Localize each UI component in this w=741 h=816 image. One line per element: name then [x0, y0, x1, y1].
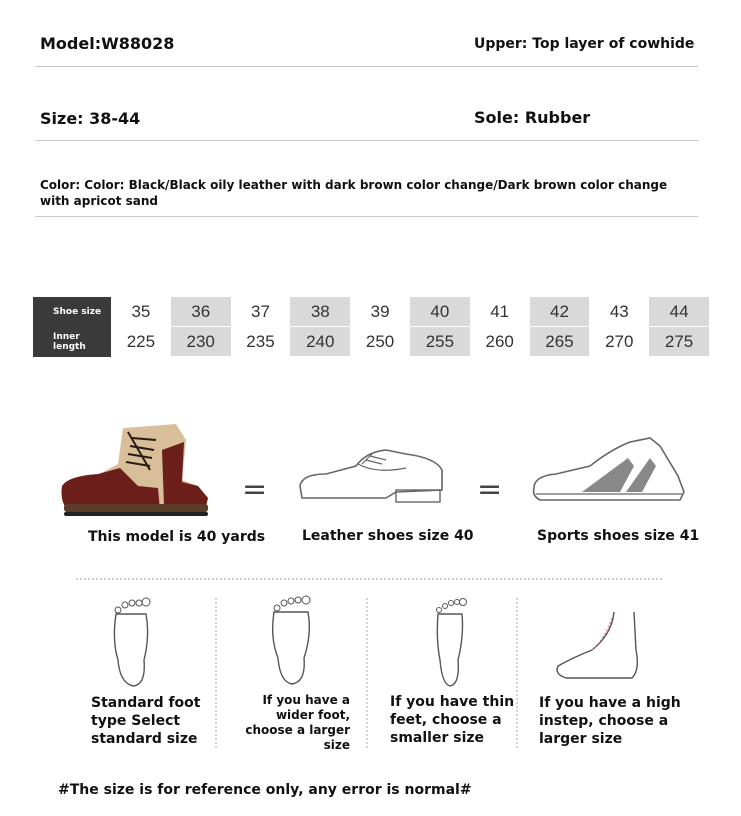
wide-foot-line: wider foot,	[275, 708, 350, 722]
disclaimer: #The size is for reference only, any error is normal#	[58, 782, 472, 798]
thin-foot-text	[390, 693, 514, 747]
inner-length-cell: 270	[605, 331, 634, 351]
divider	[35, 216, 698, 217]
leather-shoe-image	[296, 444, 446, 506]
divider	[35, 140, 698, 141]
dotted-divider	[215, 598, 217, 748]
shoe-size-cell: 41	[490, 301, 510, 321]
size-label: Size: 38-44	[40, 109, 141, 128]
size-table	[33, 297, 709, 357]
shoe-size-header: Shoe size	[33, 297, 111, 327]
dotted-divider	[366, 598, 368, 748]
standard-foot-text	[91, 694, 200, 748]
thin-foot-line: smaller size	[390, 730, 485, 746]
sports-shoe-image	[530, 436, 688, 506]
upper-label: Upper: Top layer of cowhide	[474, 36, 695, 52]
shoe-size-cell: 39	[370, 301, 390, 321]
inner-length-cell: 260	[485, 331, 514, 351]
sole-label: Sole: Rubber	[474, 108, 591, 127]
shoe-size-cell: 43	[609, 301, 629, 321]
inner-length-cell: 240	[290, 327, 350, 356]
high-instep-foot-icon	[552, 610, 648, 682]
thin-foot-line: If you have thin	[390, 694, 515, 710]
inner-length-header	[33, 327, 111, 357]
standard-foot-line: standard size	[91, 731, 198, 747]
inner-length-header-a: Inner	[53, 332, 80, 342]
model-label: Model:W88028	[40, 34, 175, 53]
inner-length-cell: 230	[171, 327, 231, 356]
shoe-size-cell: 44	[649, 297, 709, 326]
high-instep-line: instep, choose a	[539, 713, 669, 729]
shoe-size-cell: 38	[290, 297, 350, 326]
equals-sign: =	[242, 472, 268, 507]
shoe-size-cell: 40	[410, 297, 470, 326]
high-instep-line: larger size	[539, 731, 623, 747]
inner-length-cell: 250	[365, 331, 395, 351]
high-instep-text	[539, 694, 681, 748]
shoe-size-cell: 35	[131, 301, 151, 321]
dotted-divider	[76, 578, 662, 580]
boot-image	[58, 420, 213, 520]
inner-length-cell: 265	[530, 327, 590, 356]
shoe-size-row	[33, 297, 709, 327]
wide-foot-line: choose a larger	[245, 723, 350, 737]
color-label-line1: Color: Color: Black/Black oily leather with dark brown color change/Dark brown color change	[40, 178, 668, 192]
inner-length-cell: 225	[126, 331, 156, 351]
inner-length-header-b: length	[53, 342, 86, 352]
standard-foot-line: Standard foot	[91, 695, 201, 711]
shoe-size-cell: 36	[171, 297, 231, 326]
thin-foot-line: feet, choose a	[390, 712, 502, 728]
sports-caption: Sports shoes size 41	[537, 528, 700, 544]
inner-length-row	[33, 327, 709, 357]
wide-foot-text	[242, 693, 350, 753]
color-label-line2: with apricot sand	[40, 194, 159, 208]
inner-length-cell: 275	[649, 327, 709, 356]
inner-length-cell: 255	[410, 327, 470, 356]
shoe-size-cell: 37	[251, 301, 270, 321]
wide-foot-line: size	[323, 738, 350, 752]
leather-caption: Leather shoes size 40	[302, 528, 474, 544]
this-model-caption: This model is 40 yards	[88, 529, 266, 545]
dotted-divider	[516, 598, 518, 748]
thin-foot-icon	[430, 596, 470, 688]
divider	[35, 66, 698, 67]
inner-length-cell: 235	[246, 331, 275, 351]
wide-foot-icon	[268, 594, 314, 686]
standard-foot-line: type Select	[91, 713, 181, 729]
equals-sign: =	[477, 472, 503, 507]
shoe-size-cell: 42	[530, 297, 590, 326]
high-instep-line: If you have a high	[539, 695, 681, 711]
wide-foot-line: If you have a	[262, 693, 350, 707]
standard-foot-icon	[108, 596, 154, 688]
